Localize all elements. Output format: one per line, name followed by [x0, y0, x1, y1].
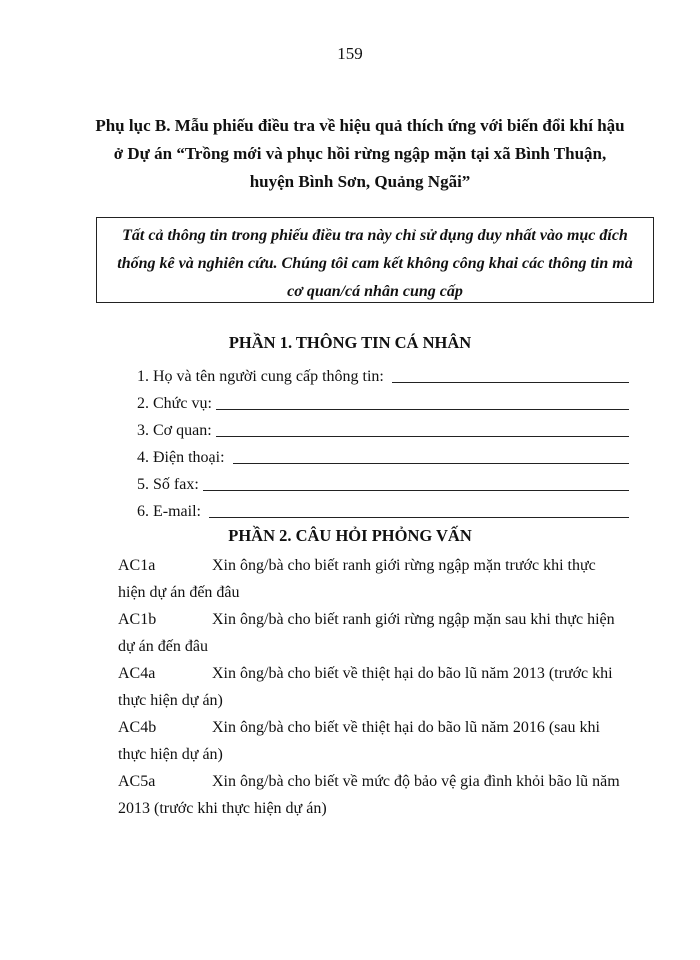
question-line-1 — [118, 552, 638, 579]
question-text: Xin ông/bà cho biết về thiệt hại do bão lũ năm 2016 (sau khi — [212, 719, 600, 736]
question-code: AC4a — [118, 665, 156, 682]
interview-question — [118, 660, 638, 714]
blank-answer-line — [233, 463, 629, 464]
question-code: AC1b — [118, 611, 157, 628]
question-line-1 — [118, 660, 638, 687]
question-code: AC5a — [118, 773, 156, 790]
field-label: 5. Số fax: — [137, 476, 199, 493]
notice-line-2: thống kê và nghiên cứu. Chúng tôi cam kết không công khai các thông tin mà — [117, 255, 633, 272]
question-code: AC4b — [118, 719, 157, 736]
form-field-phone — [137, 445, 629, 467]
question-line-1 — [118, 714, 638, 741]
question-text: Xin ông/bà cho biết về thiệt hại do bão lũ năm 2013 (trước khi — [212, 665, 613, 682]
question-text: Xin ông/bà cho biết về mức độ bảo vệ gia đình khỏi bão lũ năm — [212, 773, 620, 790]
notice-line-3: cơ quan/cá nhân cung cấp — [287, 283, 463, 300]
field-label: 1. Họ và tên người cung cấp thông tin: — [137, 368, 388, 385]
field-label: 4. Điện thoại: — [137, 449, 229, 466]
blank-answer-line — [203, 490, 629, 491]
title-line-1: Phụ lục B. Mẫu phiếu điều tra về hiệu quả thích ứng với biến đổi khí hậu — [95, 116, 625, 135]
question-line-2: hiện dự án đến đâu — [118, 584, 240, 601]
blank-answer-line — [216, 436, 629, 437]
blank-answer-line — [216, 409, 629, 410]
form-field-position — [137, 391, 629, 413]
form-field-email — [137, 499, 629, 521]
question-line-1 — [118, 768, 638, 795]
field-label: 3. Cơ quan: — [137, 422, 212, 439]
question-line-2: dự án đến đâu — [118, 638, 208, 655]
question-text: Xin ông/bà cho biết ranh giới rừng ngập mặn sau khi thực hiện — [212, 611, 615, 628]
blank-answer-line — [209, 517, 629, 518]
question-code: AC1a — [118, 557, 156, 574]
question-text: Xin ông/bà cho biết ranh giới rừng ngập mặn trước khi thực — [212, 557, 596, 574]
question-line-2: 2013 (trước khi thực hiện dự án) — [118, 800, 327, 817]
field-label: 6. E-mail: — [137, 503, 205, 520]
question-line-1 — [118, 606, 638, 633]
title-line-3: huyện Bình Sơn, Quảng Ngãi” — [249, 172, 471, 191]
interview-question — [118, 714, 638, 768]
field-label: 2. Chức vụ: — [137, 395, 212, 412]
interview-question — [118, 552, 638, 606]
interview-question — [118, 768, 638, 822]
notice-line-1: Tất cả thông tin trong phiếu điều tra này chỉ sử dụng duy nhất vào mục đích — [122, 227, 628, 244]
form-field-fax — [137, 472, 629, 494]
form-field-organization — [137, 418, 629, 440]
section-1-heading: PHẦN 1. THÔNG TIN CÁ NHÂN — [228, 333, 472, 352]
blank-answer-line — [392, 382, 629, 383]
interview-question — [118, 606, 638, 660]
page-number: 159 — [337, 44, 363, 63]
question-line-2: thực hiện dự án) — [118, 746, 223, 763]
confidentiality-notice-box — [96, 217, 654, 303]
form-field-full-name — [137, 364, 629, 386]
title-line-2: ở Dự án “Trồng mới và phục hồi rừng ngập mặn tại xã Bình Thuận, — [113, 144, 607, 163]
question-line-2: thực hiện dự án) — [118, 692, 223, 709]
appendix-title — [90, 112, 630, 196]
section-2-heading: PHẦN 2. CÂU HỎI PHỎNG VẤN — [228, 526, 472, 545]
